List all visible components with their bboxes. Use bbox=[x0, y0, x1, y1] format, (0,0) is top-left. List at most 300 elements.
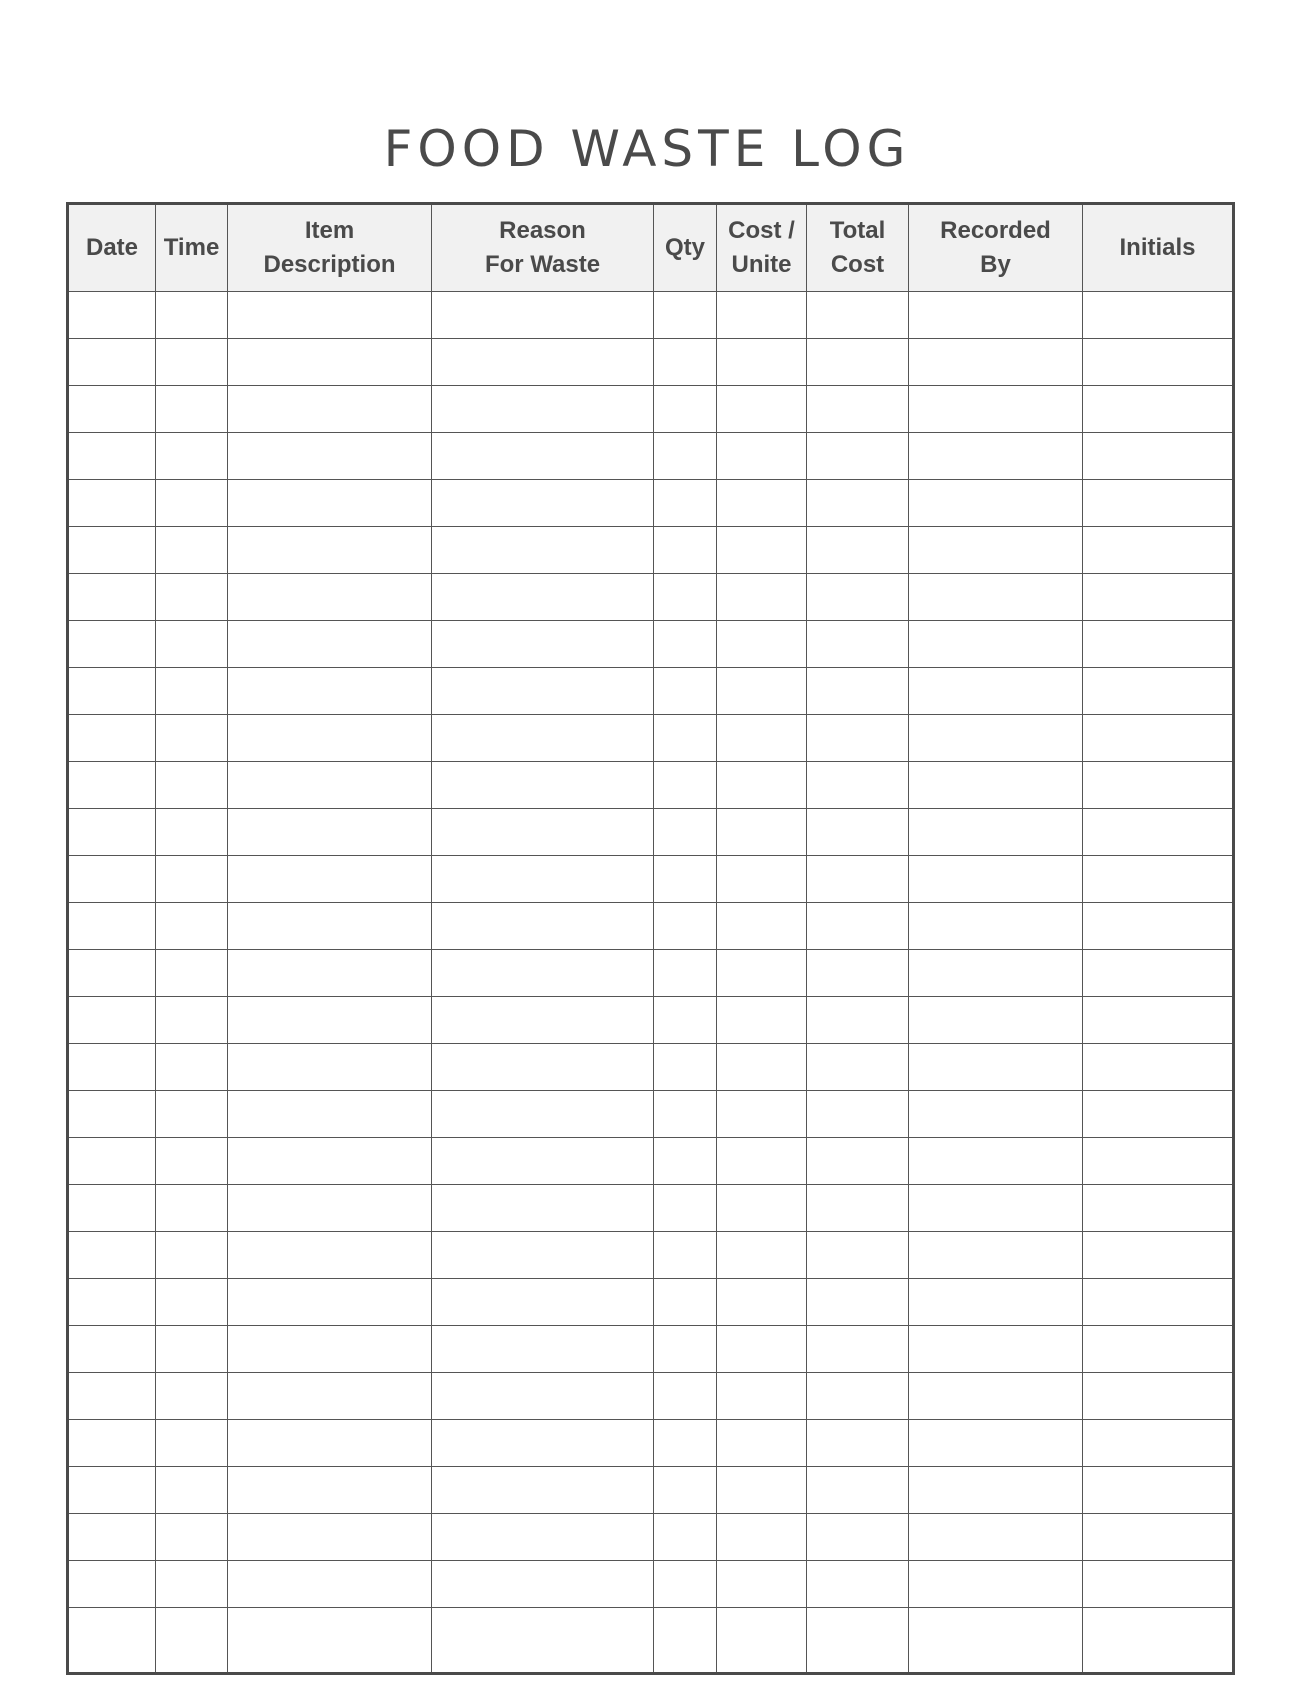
cell-cost-per-unit[interactable] bbox=[717, 762, 807, 809]
cell-reason-for-waste[interactable] bbox=[432, 386, 654, 433]
cell-item-description[interactable] bbox=[228, 574, 432, 621]
cell-item-description[interactable] bbox=[228, 1138, 432, 1185]
cell-item-description[interactable] bbox=[228, 621, 432, 668]
cell-date[interactable] bbox=[68, 433, 156, 480]
cell-time[interactable] bbox=[156, 574, 228, 621]
cell-time[interactable] bbox=[156, 762, 228, 809]
column-header-label: For Waste bbox=[484, 251, 601, 278]
cell-date[interactable] bbox=[68, 1279, 156, 1326]
cell-qty[interactable] bbox=[654, 903, 717, 950]
cell-initials[interactable] bbox=[1083, 1608, 1234, 1674]
cell-initials[interactable] bbox=[1083, 856, 1234, 903]
cell-cost-per-unit[interactable] bbox=[717, 1232, 807, 1279]
cell-total-cost[interactable] bbox=[807, 1373, 909, 1420]
column-header-qty bbox=[654, 204, 717, 292]
cell-total-cost[interactable] bbox=[807, 574, 909, 621]
cell-initials[interactable] bbox=[1083, 1232, 1234, 1279]
cell-total-cost[interactable] bbox=[807, 386, 909, 433]
cell-cost-per-unit[interactable] bbox=[717, 1514, 807, 1561]
cell-reason-for-waste[interactable] bbox=[432, 762, 654, 809]
cell-item-description[interactable] bbox=[228, 1044, 432, 1091]
cell-initials[interactable] bbox=[1083, 668, 1234, 715]
cell-date[interactable] bbox=[68, 386, 156, 433]
cell-cost-per-unit[interactable] bbox=[717, 1138, 807, 1185]
cell-date[interactable] bbox=[68, 574, 156, 621]
cell-time[interactable] bbox=[156, 1420, 228, 1467]
cell-date[interactable] bbox=[68, 1467, 156, 1514]
cell-reason-for-waste[interactable] bbox=[432, 1326, 654, 1373]
cell-cost-per-unit[interactable] bbox=[717, 574, 807, 621]
cell-date[interactable] bbox=[68, 903, 156, 950]
cell-initials[interactable] bbox=[1083, 1326, 1234, 1373]
cell-date[interactable] bbox=[68, 1561, 156, 1608]
column-header-label: Description bbox=[263, 251, 396, 278]
cell-initials[interactable] bbox=[1083, 997, 1234, 1044]
cell-reason-for-waste[interactable] bbox=[432, 1373, 654, 1420]
table-row bbox=[68, 1138, 1234, 1185]
column-header-label: Initials bbox=[1119, 234, 1196, 261]
table-row bbox=[68, 668, 1234, 715]
cell-initials[interactable] bbox=[1083, 1514, 1234, 1561]
cell-time[interactable] bbox=[156, 1044, 228, 1091]
table-row bbox=[68, 1091, 1234, 1138]
cell-cost-per-unit[interactable] bbox=[717, 1185, 807, 1232]
cell-item-description[interactable] bbox=[228, 1608, 432, 1674]
cell-initials[interactable] bbox=[1083, 1467, 1234, 1514]
column-header-label: Recorded bbox=[940, 217, 1051, 244]
cell-initials[interactable] bbox=[1083, 950, 1234, 997]
cell-total-cost[interactable] bbox=[807, 809, 909, 856]
cell-item-description[interactable] bbox=[228, 527, 432, 574]
page-title: FOOD WASTE LOG bbox=[383, 120, 911, 178]
cell-time[interactable] bbox=[156, 386, 228, 433]
cell-item-description[interactable] bbox=[228, 292, 432, 339]
cell-time[interactable] bbox=[156, 292, 228, 339]
cell-initials[interactable] bbox=[1083, 1561, 1234, 1608]
cell-item-description[interactable] bbox=[228, 339, 432, 386]
cell-time[interactable] bbox=[156, 480, 228, 527]
cell-recorded-by[interactable] bbox=[909, 997, 1083, 1044]
cell-reason-for-waste[interactable] bbox=[432, 903, 654, 950]
cell-reason-for-waste[interactable] bbox=[432, 292, 654, 339]
cell-initials[interactable] bbox=[1083, 1044, 1234, 1091]
cell-reason-for-waste[interactable] bbox=[432, 1467, 654, 1514]
cell-time[interactable] bbox=[156, 1514, 228, 1561]
cell-reason-for-waste[interactable] bbox=[432, 1561, 654, 1608]
cell-item-description[interactable] bbox=[228, 856, 432, 903]
cell-recorded-by[interactable] bbox=[909, 574, 1083, 621]
cell-time[interactable] bbox=[156, 1185, 228, 1232]
cell-cost-per-unit[interactable] bbox=[717, 480, 807, 527]
table-row bbox=[68, 386, 1234, 433]
cell-total-cost[interactable] bbox=[807, 480, 909, 527]
cell-initials[interactable] bbox=[1083, 574, 1234, 621]
cell-cost-per-unit[interactable] bbox=[717, 1091, 807, 1138]
column-header-label: Cost / bbox=[728, 217, 795, 244]
cell-qty[interactable] bbox=[654, 1091, 717, 1138]
cell-recorded-by[interactable] bbox=[909, 386, 1083, 433]
cell-reason-for-waste[interactable] bbox=[432, 950, 654, 997]
cell-item-description[interactable] bbox=[228, 903, 432, 950]
cell-time[interactable] bbox=[156, 903, 228, 950]
cell-time[interactable] bbox=[156, 1138, 228, 1185]
cell-initials[interactable] bbox=[1083, 433, 1234, 480]
cell-recorded-by[interactable] bbox=[909, 856, 1083, 903]
cell-reason-for-waste[interactable] bbox=[432, 1279, 654, 1326]
cell-cost-per-unit[interactable] bbox=[717, 386, 807, 433]
cell-qty[interactable] bbox=[654, 480, 717, 527]
cell-total-cost[interactable] bbox=[807, 1138, 909, 1185]
cell-cost-per-unit[interactable] bbox=[717, 292, 807, 339]
cell-time[interactable] bbox=[156, 433, 228, 480]
cell-cost-per-unit[interactable] bbox=[717, 715, 807, 762]
cell-reason-for-waste[interactable] bbox=[432, 480, 654, 527]
cell-initials[interactable] bbox=[1083, 386, 1234, 433]
cell-item-description[interactable] bbox=[228, 715, 432, 762]
table-row bbox=[68, 621, 1234, 668]
cell-cost-per-unit[interactable] bbox=[717, 1373, 807, 1420]
cell-qty[interactable] bbox=[654, 433, 717, 480]
cell-qty[interactable] bbox=[654, 386, 717, 433]
cell-recorded-by[interactable] bbox=[909, 1044, 1083, 1091]
cell-qty[interactable] bbox=[654, 1373, 717, 1420]
cell-time[interactable] bbox=[156, 715, 228, 762]
cell-date[interactable] bbox=[68, 1608, 156, 1674]
cell-reason-for-waste[interactable] bbox=[432, 1608, 654, 1674]
cell-cost-per-unit[interactable] bbox=[717, 1608, 807, 1674]
cell-reason-for-waste[interactable] bbox=[432, 574, 654, 621]
cell-item-description[interactable] bbox=[228, 1326, 432, 1373]
cell-total-cost[interactable] bbox=[807, 856, 909, 903]
cell-qty[interactable] bbox=[654, 1514, 717, 1561]
cell-item-description[interactable] bbox=[228, 668, 432, 715]
cell-initials[interactable] bbox=[1083, 715, 1234, 762]
cell-initials[interactable] bbox=[1083, 1420, 1234, 1467]
cell-qty[interactable] bbox=[654, 1279, 717, 1326]
cell-time[interactable] bbox=[156, 950, 228, 997]
cell-time[interactable] bbox=[156, 1373, 228, 1420]
cell-qty[interactable] bbox=[654, 668, 717, 715]
cell-cost-per-unit[interactable] bbox=[717, 1467, 807, 1514]
cell-date[interactable] bbox=[68, 856, 156, 903]
cell-item-description[interactable] bbox=[228, 809, 432, 856]
cell-item-description[interactable] bbox=[228, 950, 432, 997]
cell-recorded-by[interactable] bbox=[909, 1138, 1083, 1185]
cell-cost-per-unit[interactable] bbox=[717, 903, 807, 950]
cell-time[interactable] bbox=[156, 1561, 228, 1608]
cell-initials[interactable] bbox=[1083, 1373, 1234, 1420]
cell-total-cost[interactable] bbox=[807, 1561, 909, 1608]
cell-reason-for-waste[interactable] bbox=[432, 715, 654, 762]
food-waste-log-table bbox=[66, 202, 1235, 1675]
cell-qty[interactable] bbox=[654, 762, 717, 809]
column-header-label: Time bbox=[163, 234, 220, 261]
cell-date[interactable] bbox=[68, 1138, 156, 1185]
cell-total-cost[interactable] bbox=[807, 950, 909, 997]
cell-date[interactable] bbox=[68, 1044, 156, 1091]
cell-time[interactable] bbox=[156, 668, 228, 715]
cell-date[interactable] bbox=[68, 1185, 156, 1232]
cell-cost-per-unit[interactable] bbox=[717, 339, 807, 386]
cell-reason-for-waste[interactable] bbox=[432, 1232, 654, 1279]
cell-recorded-by[interactable] bbox=[909, 1514, 1083, 1561]
cell-qty[interactable] bbox=[654, 1138, 717, 1185]
cell-initials[interactable] bbox=[1083, 903, 1234, 950]
cell-reason-for-waste[interactable] bbox=[432, 1138, 654, 1185]
cell-reason-for-waste[interactable] bbox=[432, 997, 654, 1044]
cell-recorded-by[interactable] bbox=[909, 339, 1083, 386]
cell-total-cost[interactable] bbox=[807, 1232, 909, 1279]
cell-date[interactable] bbox=[68, 1420, 156, 1467]
cell-cost-per-unit[interactable] bbox=[717, 621, 807, 668]
cell-reason-for-waste[interactable] bbox=[432, 1044, 654, 1091]
cell-reason-for-waste[interactable] bbox=[432, 621, 654, 668]
cell-time[interactable] bbox=[156, 527, 228, 574]
cell-date[interactable] bbox=[68, 950, 156, 997]
cell-date[interactable] bbox=[68, 1326, 156, 1373]
cell-item-description[interactable] bbox=[228, 480, 432, 527]
cell-reason-for-waste[interactable] bbox=[432, 433, 654, 480]
column-header-date bbox=[68, 204, 156, 292]
cell-initials[interactable] bbox=[1083, 292, 1234, 339]
cell-date[interactable] bbox=[68, 1373, 156, 1420]
cell-cost-per-unit[interactable] bbox=[717, 668, 807, 715]
cell-initials[interactable] bbox=[1083, 762, 1234, 809]
cell-time[interactable] bbox=[156, 621, 228, 668]
cell-date[interactable] bbox=[68, 621, 156, 668]
table-header-row bbox=[68, 204, 1234, 292]
cell-date[interactable] bbox=[68, 1091, 156, 1138]
cell-qty[interactable] bbox=[654, 292, 717, 339]
cell-recorded-by[interactable] bbox=[909, 950, 1083, 997]
cell-total-cost[interactable] bbox=[807, 292, 909, 339]
cell-recorded-by[interactable] bbox=[909, 527, 1083, 574]
cell-item-description[interactable] bbox=[228, 1373, 432, 1420]
cell-recorded-by[interactable] bbox=[909, 1091, 1083, 1138]
cell-time[interactable] bbox=[156, 809, 228, 856]
cell-item-description[interactable] bbox=[228, 1561, 432, 1608]
cell-date[interactable] bbox=[68, 339, 156, 386]
cell-reason-for-waste[interactable] bbox=[432, 809, 654, 856]
cell-initials[interactable] bbox=[1083, 527, 1234, 574]
cell-cost-per-unit[interactable] bbox=[717, 950, 807, 997]
cell-qty[interactable] bbox=[654, 1561, 717, 1608]
cell-date[interactable] bbox=[68, 762, 156, 809]
cell-item-description[interactable] bbox=[228, 1185, 432, 1232]
cell-total-cost[interactable] bbox=[807, 433, 909, 480]
column-header-label: Reason bbox=[499, 217, 586, 244]
cell-qty[interactable] bbox=[654, 1232, 717, 1279]
cell-qty[interactable] bbox=[654, 856, 717, 903]
cell-qty[interactable] bbox=[654, 621, 717, 668]
cell-recorded-by[interactable] bbox=[909, 621, 1083, 668]
cell-cost-per-unit[interactable] bbox=[717, 1561, 807, 1608]
column-header-cost-per-unit bbox=[717, 204, 807, 292]
cell-cost-per-unit[interactable] bbox=[717, 1420, 807, 1467]
cell-cost-per-unit[interactable] bbox=[717, 809, 807, 856]
cell-date[interactable] bbox=[68, 997, 156, 1044]
cell-recorded-by[interactable] bbox=[909, 809, 1083, 856]
cell-total-cost[interactable] bbox=[807, 1279, 909, 1326]
cell-cost-per-unit[interactable] bbox=[717, 856, 807, 903]
cell-total-cost[interactable] bbox=[807, 762, 909, 809]
cell-time[interactable] bbox=[156, 1608, 228, 1674]
cell-total-cost[interactable] bbox=[807, 621, 909, 668]
cell-qty[interactable] bbox=[654, 1185, 717, 1232]
cell-item-description[interactable] bbox=[228, 386, 432, 433]
cell-initials[interactable] bbox=[1083, 480, 1234, 527]
cell-recorded-by[interactable] bbox=[909, 480, 1083, 527]
table-row bbox=[68, 1373, 1234, 1420]
cell-cost-per-unit[interactable] bbox=[717, 1044, 807, 1091]
cell-qty[interactable] bbox=[654, 1326, 717, 1373]
cell-cost-per-unit[interactable] bbox=[717, 1326, 807, 1373]
cell-qty[interactable] bbox=[654, 527, 717, 574]
cell-item-description[interactable] bbox=[228, 1514, 432, 1561]
cell-recorded-by[interactable] bbox=[909, 715, 1083, 762]
cell-cost-per-unit[interactable] bbox=[717, 433, 807, 480]
cell-qty[interactable] bbox=[654, 1044, 717, 1091]
cell-item-description[interactable] bbox=[228, 1420, 432, 1467]
cell-cost-per-unit[interactable] bbox=[717, 997, 807, 1044]
cell-recorded-by[interactable] bbox=[909, 1326, 1083, 1373]
cell-reason-for-waste[interactable] bbox=[432, 527, 654, 574]
cell-total-cost[interactable] bbox=[807, 1608, 909, 1674]
cell-total-cost[interactable] bbox=[807, 1420, 909, 1467]
cell-total-cost[interactable] bbox=[807, 339, 909, 386]
cell-cost-per-unit[interactable] bbox=[717, 1279, 807, 1326]
cell-reason-for-waste[interactable] bbox=[432, 1185, 654, 1232]
cell-total-cost[interactable] bbox=[807, 668, 909, 715]
cell-initials[interactable] bbox=[1083, 1279, 1234, 1326]
cell-total-cost[interactable] bbox=[807, 1044, 909, 1091]
cell-initials[interactable] bbox=[1083, 621, 1234, 668]
cell-date[interactable] bbox=[68, 480, 156, 527]
cell-date[interactable] bbox=[68, 809, 156, 856]
cell-total-cost[interactable] bbox=[807, 1514, 909, 1561]
cell-reason-for-waste[interactable] bbox=[432, 668, 654, 715]
cell-time[interactable] bbox=[156, 997, 228, 1044]
cell-total-cost[interactable] bbox=[807, 1185, 909, 1232]
cell-qty[interactable] bbox=[654, 950, 717, 997]
cell-date[interactable] bbox=[68, 668, 156, 715]
cell-initials[interactable] bbox=[1083, 339, 1234, 386]
cell-item-description[interactable] bbox=[228, 1279, 432, 1326]
cell-recorded-by[interactable] bbox=[909, 433, 1083, 480]
table-row bbox=[68, 433, 1234, 480]
cell-date[interactable] bbox=[68, 527, 156, 574]
cell-recorded-by[interactable] bbox=[909, 1561, 1083, 1608]
cell-reason-for-waste[interactable] bbox=[432, 1514, 654, 1561]
cell-date[interactable] bbox=[68, 715, 156, 762]
cell-time[interactable] bbox=[156, 856, 228, 903]
table-row bbox=[68, 574, 1234, 621]
table-row bbox=[68, 1467, 1234, 1514]
column-header-item-description bbox=[228, 204, 432, 292]
table-row bbox=[68, 1514, 1234, 1561]
cell-initials[interactable] bbox=[1083, 1185, 1234, 1232]
cell-initials[interactable] bbox=[1083, 1138, 1234, 1185]
cell-reason-for-waste[interactable] bbox=[432, 856, 654, 903]
cell-reason-for-waste[interactable] bbox=[432, 1420, 654, 1467]
cell-time[interactable] bbox=[156, 339, 228, 386]
cell-qty[interactable] bbox=[654, 1608, 717, 1674]
column-header-recorded-by bbox=[909, 204, 1083, 292]
cell-qty[interactable] bbox=[654, 339, 717, 386]
table-row bbox=[68, 1279, 1234, 1326]
cell-date[interactable] bbox=[68, 1514, 156, 1561]
table-row bbox=[68, 903, 1234, 950]
cell-item-description[interactable] bbox=[228, 762, 432, 809]
cell-initials[interactable] bbox=[1083, 809, 1234, 856]
cell-time[interactable] bbox=[156, 1232, 228, 1279]
table-body bbox=[68, 292, 1234, 1674]
cell-total-cost[interactable] bbox=[807, 1326, 909, 1373]
cell-total-cost[interactable] bbox=[807, 997, 909, 1044]
cell-qty[interactable] bbox=[654, 574, 717, 621]
cell-item-description[interactable] bbox=[228, 997, 432, 1044]
cell-recorded-by[interactable] bbox=[909, 903, 1083, 950]
cell-time[interactable] bbox=[156, 1279, 228, 1326]
cell-recorded-by[interactable] bbox=[909, 668, 1083, 715]
table-row bbox=[68, 292, 1234, 339]
cell-item-description[interactable] bbox=[228, 1091, 432, 1138]
table-row bbox=[68, 339, 1234, 386]
cell-date[interactable] bbox=[68, 292, 156, 339]
cell-total-cost[interactable] bbox=[807, 1467, 909, 1514]
cell-qty[interactable] bbox=[654, 1467, 717, 1514]
cell-recorded-by[interactable] bbox=[909, 1185, 1083, 1232]
cell-total-cost[interactable] bbox=[807, 527, 909, 574]
cell-recorded-by[interactable] bbox=[909, 1608, 1083, 1674]
cell-qty[interactable] bbox=[654, 715, 717, 762]
cell-reason-for-waste[interactable] bbox=[432, 1091, 654, 1138]
column-header-label: Total bbox=[829, 217, 886, 244]
table-row bbox=[68, 1608, 1234, 1674]
column-header-label: Cost bbox=[830, 251, 885, 278]
cell-recorded-by[interactable] bbox=[909, 292, 1083, 339]
cell-total-cost[interactable] bbox=[807, 1091, 909, 1138]
cell-total-cost[interactable] bbox=[807, 903, 909, 950]
cell-item-description[interactable] bbox=[228, 433, 432, 480]
cell-item-description[interactable] bbox=[228, 1232, 432, 1279]
cell-reason-for-waste[interactable] bbox=[432, 339, 654, 386]
cell-qty[interactable] bbox=[654, 809, 717, 856]
cell-recorded-by[interactable] bbox=[909, 1420, 1083, 1467]
cell-recorded-by[interactable] bbox=[909, 1467, 1083, 1514]
cell-recorded-by[interactable] bbox=[909, 762, 1083, 809]
table-row bbox=[68, 809, 1234, 856]
cell-time[interactable] bbox=[156, 1467, 228, 1514]
cell-time[interactable] bbox=[156, 1326, 228, 1373]
cell-qty[interactable] bbox=[654, 997, 717, 1044]
cell-total-cost[interactable] bbox=[807, 715, 909, 762]
cell-qty[interactable] bbox=[654, 1420, 717, 1467]
column-header-label: Qty bbox=[664, 234, 705, 261]
column-header-label: By bbox=[980, 251, 1011, 278]
table-row bbox=[68, 1232, 1234, 1279]
cell-cost-per-unit[interactable] bbox=[717, 527, 807, 574]
cell-initials[interactable] bbox=[1083, 1091, 1234, 1138]
cell-recorded-by[interactable] bbox=[909, 1279, 1083, 1326]
cell-time[interactable] bbox=[156, 1091, 228, 1138]
column-header-initials bbox=[1083, 204, 1234, 292]
cell-recorded-by[interactable] bbox=[909, 1373, 1083, 1420]
column-header-time bbox=[156, 204, 228, 292]
cell-date[interactable] bbox=[68, 1232, 156, 1279]
cell-recorded-by[interactable] bbox=[909, 1232, 1083, 1279]
cell-item-description[interactable] bbox=[228, 1467, 432, 1514]
